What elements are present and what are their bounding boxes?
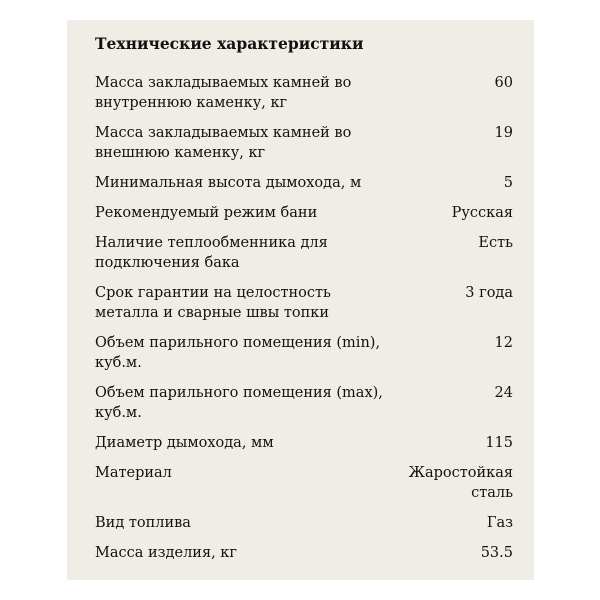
spec-row-min-chimney-height: [95, 173, 513, 193]
spec-row-warranty: [95, 283, 513, 323]
spec-label: Рекомендуемый режим бани: [95, 205, 318, 221]
spec-value: Жаростойкая сталь: [408, 465, 513, 501]
spec-row-room-volume-max: [95, 383, 513, 423]
spec-label: Объем парильного помещения (min), куб.м.: [95, 335, 381, 371]
spec-row-material: [95, 463, 513, 503]
spec-value: Есть: [478, 235, 513, 251]
spec-value: 115: [485, 435, 513, 451]
spec-label: Срок гарантии на целостность металла и сварные швы топки: [95, 285, 331, 321]
spec-row-bath-mode: [95, 203, 513, 223]
spec-value: 60: [494, 75, 513, 91]
spec-value: 5: [503, 175, 513, 191]
spec-row-room-volume-min: [95, 333, 513, 373]
spec-value: 19: [494, 125, 513, 141]
spec-label: Наличие теплообменника для подключения бака: [95, 235, 328, 271]
spec-label: Масса закладываемых камней во внешнюю каменку, кг: [95, 125, 352, 161]
spec-value: Газ: [486, 515, 513, 531]
section-title: Технические характеристики: [95, 34, 364, 53]
spec-label: Минимальная высота дымохода, м: [95, 175, 362, 191]
spec-value: 12: [494, 335, 513, 351]
spec-label: Материал: [95, 465, 172, 481]
spec-label: Масса изделия, кг: [95, 545, 237, 561]
specifications-panel: [67, 20, 534, 580]
spec-value: 3 года: [465, 285, 513, 301]
spec-row-product-mass: [95, 543, 513, 563]
spec-value: 53.5: [480, 545, 513, 561]
specifications-list: [95, 73, 513, 563]
spec-label: Масса закладываемых камней во внутреннюю каменку, кг: [95, 75, 352, 111]
spec-row-heat-exchanger: [95, 233, 513, 273]
spec-value: Русская: [451, 205, 513, 221]
spec-row-fuel-type: [95, 513, 513, 533]
spec-row-inner-stones-mass: [95, 73, 513, 113]
spec-row-outer-stones-mass: [95, 123, 513, 163]
spec-label: Диаметр дымохода, мм: [95, 435, 274, 451]
spec-value: 24: [494, 385, 513, 401]
spec-label: Объем парильного помещения (max), куб.м.: [95, 385, 383, 421]
spec-row-chimney-diameter: [95, 433, 513, 453]
spec-label: Вид топлива: [95, 515, 191, 531]
